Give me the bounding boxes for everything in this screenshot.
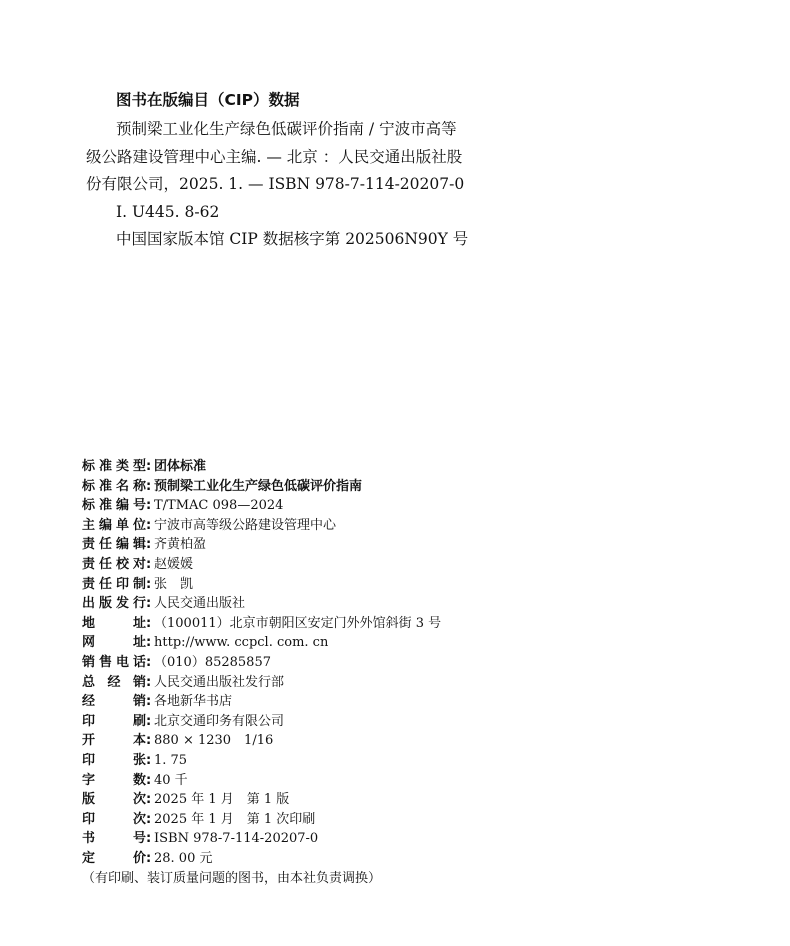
info-label: 责任编辑: [82, 537, 146, 553]
info-label: 字数: [82, 772, 146, 788]
info-label: 版次: [82, 792, 146, 808]
info-value: 张 凯: [154, 576, 194, 592]
info-value: 宁波市高等级公路建设管理中心: [154, 517, 337, 533]
publication-info: [82, 457, 602, 868]
info-row: 地址 : （100011）北京市朝阳区安定门外外馆斜街 3 号: [82, 614, 602, 634]
info-row: 网址 : http://www. ccpcl. com. cn: [82, 633, 602, 653]
cip-line: Ⅰ. U445. 8-62: [116, 202, 220, 221]
info-value: 2025 年 1 月 第 1 版: [154, 792, 290, 808]
info-label: 标准类型: [82, 459, 146, 474]
info-label: 销售电话: [82, 654, 146, 670]
info-label: 主编单位: [82, 517, 146, 533]
info-value: 赵媛媛: [154, 556, 194, 572]
info-label: 开本: [82, 733, 146, 749]
quality-note: （有印刷、装订质量问题的图书，由本社负责调换）: [82, 871, 382, 886]
info-row: 责任校对 : 赵媛媛: [82, 555, 602, 575]
info-value: 齐黄柏盈: [154, 537, 207, 553]
info-value: （010）85285857: [154, 654, 271, 670]
info-value: 人民交通出版社: [154, 596, 246, 612]
info-row: 出版发行 : 人民交通出版社: [82, 594, 602, 614]
info-value: T/TMAC 098—2024: [154, 498, 284, 514]
info-label: 责任校对: [82, 556, 146, 572]
info-label: 网址: [82, 635, 146, 651]
info-row: 经销 : 各地新华书店: [82, 692, 602, 712]
info-value: 880 × 1230 1/16: [154, 733, 274, 749]
info-row: 标准类型 : 团体标准: [82, 457, 602, 477]
cip-title: 图书在版编目（CIP）数据: [116, 91, 300, 109]
info-label: 标准名称: [82, 478, 146, 494]
info-label: 总经销: [82, 674, 146, 690]
info-label: 印次: [82, 811, 146, 827]
info-value: 北京交通印务有限公司: [154, 713, 285, 729]
info-row: 销售电话 : （010）85285857: [82, 653, 602, 673]
info-row: 开本 : 880 × 1230 1/16: [82, 731, 602, 751]
info-row: 责任编辑 : 齐黄柏盈: [82, 535, 602, 555]
info-row: 定价 : 28. 00 元: [82, 849, 602, 869]
info-label: 定价: [82, 850, 146, 866]
info-label: 经销: [82, 694, 146, 710]
info-row: 标准编号 : T/TMAC 098—2024: [82, 496, 602, 516]
info-value: ISBN 978-7-114-20207-0: [154, 831, 319, 847]
info-value: 人民交通出版社发行部: [154, 674, 285, 690]
info-row: 书号 : ISBN 978-7-114-20207-0: [82, 829, 602, 849]
info-label: 书号: [82, 831, 146, 847]
info-row: 版次 : 2025 年 1 月 第 1 版: [82, 790, 602, 810]
info-value: 预制梁工业化生产绿色低碳评价指南: [154, 478, 363, 494]
info-row: 标准名称 : 预制梁工业化生产绿色低碳评价指南: [82, 477, 602, 497]
info-row: 印张 : 1. 75: [82, 751, 602, 771]
info-value: 2025 年 1 月 第 1 次印刷: [154, 811, 316, 827]
info-value: 40 千: [154, 772, 188, 788]
info-value: 1. 75: [154, 752, 188, 768]
info-row: 印次 : 2025 年 1 月 第 1 次印刷: [82, 810, 602, 830]
info-label: 印张: [82, 752, 146, 768]
info-label: 标准编号: [82, 498, 146, 514]
info-value: 28. 00 元: [154, 850, 213, 866]
info-value: （100011）北京市朝阳区安定门外外馆斜街 3 号: [154, 615, 442, 631]
info-row: 印刷 : 北京交通印务有限公司: [82, 712, 602, 732]
info-label: 地址: [82, 615, 146, 631]
info-label: 出版发行: [82, 596, 146, 612]
info-row: 主编单位 : 宁波市高等级公路建设管理中心: [82, 516, 602, 536]
info-row: 责任印制 : 张 凯: [82, 575, 602, 595]
info-value: 团体标准: [154, 459, 207, 474]
info-label: 印刷: [82, 713, 146, 729]
info-row: 总经销 : 人民交通出版社发行部: [82, 673, 602, 693]
cip-line: 级公路建设管理中心主编. — 北京 ：人民交通出版社股: [86, 147, 463, 166]
cip-body: [86, 116, 496, 254]
website-link[interactable]: http://www. ccpcl. com. cn: [154, 635, 329, 651]
cip-line: 中国国家版本馆 CIP 数据核字第 202506N90Y 号: [116, 230, 469, 248]
info-label: 责任印制: [82, 576, 146, 592]
info-value: 各地新华书店: [154, 694, 233, 710]
info-row: 字数 : 40 千: [82, 771, 602, 791]
cip-line: 预制梁工业化生产绿色低碳评价指南 / 宁波市高等: [116, 120, 457, 138]
cip-line: 份有限公司，2025. 1. — ISBN 978-7-114-20207-0: [86, 175, 465, 193]
